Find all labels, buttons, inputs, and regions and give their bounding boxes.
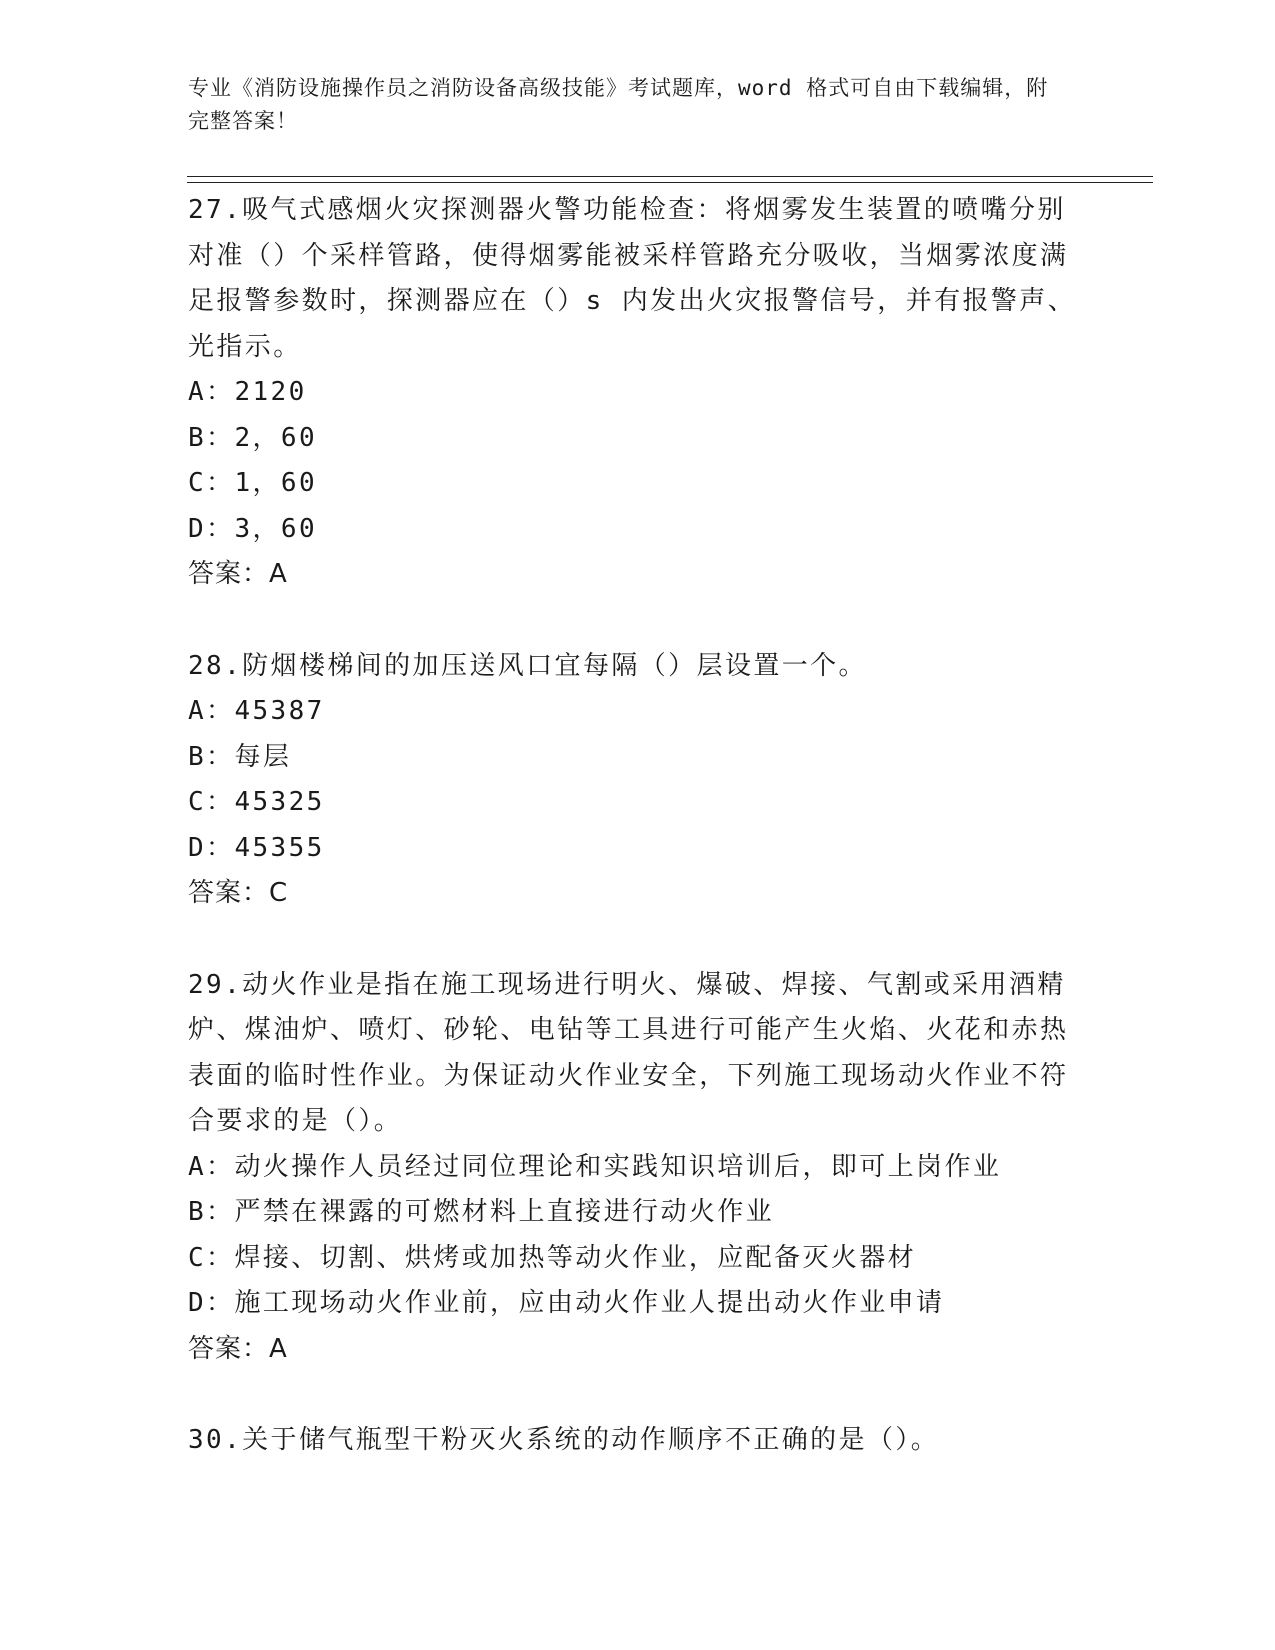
option-a: A：45387 xyxy=(188,696,325,726)
option-b: B：2，60 xyxy=(188,422,318,453)
answer-line: 答案：A xyxy=(188,1333,288,1364)
question-29 xyxy=(188,963,1088,1373)
question-30 xyxy=(188,1418,1088,1464)
header-divider-thick xyxy=(187,182,1153,183)
answer-line: 答案：A xyxy=(188,559,288,589)
option-a: A：2120 xyxy=(188,377,307,407)
document-header-note: 专业《消防设施操作员之消防设备高级技能》考试题库，word 格式可自由下载编辑，附完整答案！ xyxy=(188,76,1049,133)
option-c: C：45325 xyxy=(188,787,325,817)
question-stem: 28.防烟楼梯间的加压送风口宜每隔（）层设置一个。 xyxy=(188,650,867,681)
question-spacer xyxy=(188,598,1088,644)
question-list xyxy=(188,188,1088,1464)
question-28 xyxy=(188,644,1088,917)
option-a: A：动火操作人员经过同位理论和实践知识培训后，即可上岗作业 xyxy=(188,1151,1002,1182)
option-d: D：3，60 xyxy=(188,513,318,544)
option-d: D：施工现场动火作业前，应由动火作业人提出动火作业申请 xyxy=(188,1288,945,1318)
question-stem: 29.动火作业是指在施工现场进行明火、爆破、焊接、气割或采用酒精炉、煤油炉、喷灯、砂轮、电钻等工具进行可能产生火焰、火花和赤热表面的临时性作业。为保证动火作业安全，下列施工现场动火作业不符合要求的是（）。 xyxy=(188,969,1069,1136)
option-c: C：1，60 xyxy=(188,468,318,498)
option-c: C：焊接、切割、烘烤或加热等动火作业，应配备灭火器材 xyxy=(188,1242,917,1273)
question-stem: 30.关于储气瓶型干粉灭火系统的动作顺序不正确的是（）。 xyxy=(188,1425,940,1455)
option-b: B：严禁在裸露的可燃材料上直接进行动火作业 xyxy=(188,1197,775,1227)
header-divider-thin xyxy=(187,176,1153,177)
option-d: D：45355 xyxy=(188,832,325,863)
option-b: B：每层 xyxy=(188,741,292,772)
question-spacer xyxy=(188,1372,1088,1418)
question-stem: 27.吸气式感烟火灾探测器火警功能检查：将烟雾发生装置的喷嘴分别对准（）个采样管路，使得烟雾能被采样管路充分吸收，当烟雾浓度满足报警参数时，探测器应在（）s 内发出火灾报警信号，并有报警声、光指示。 xyxy=(188,195,1077,362)
question-spacer xyxy=(188,917,1088,963)
question-27 xyxy=(188,188,1088,598)
answer-line: 答案：C xyxy=(188,878,289,908)
